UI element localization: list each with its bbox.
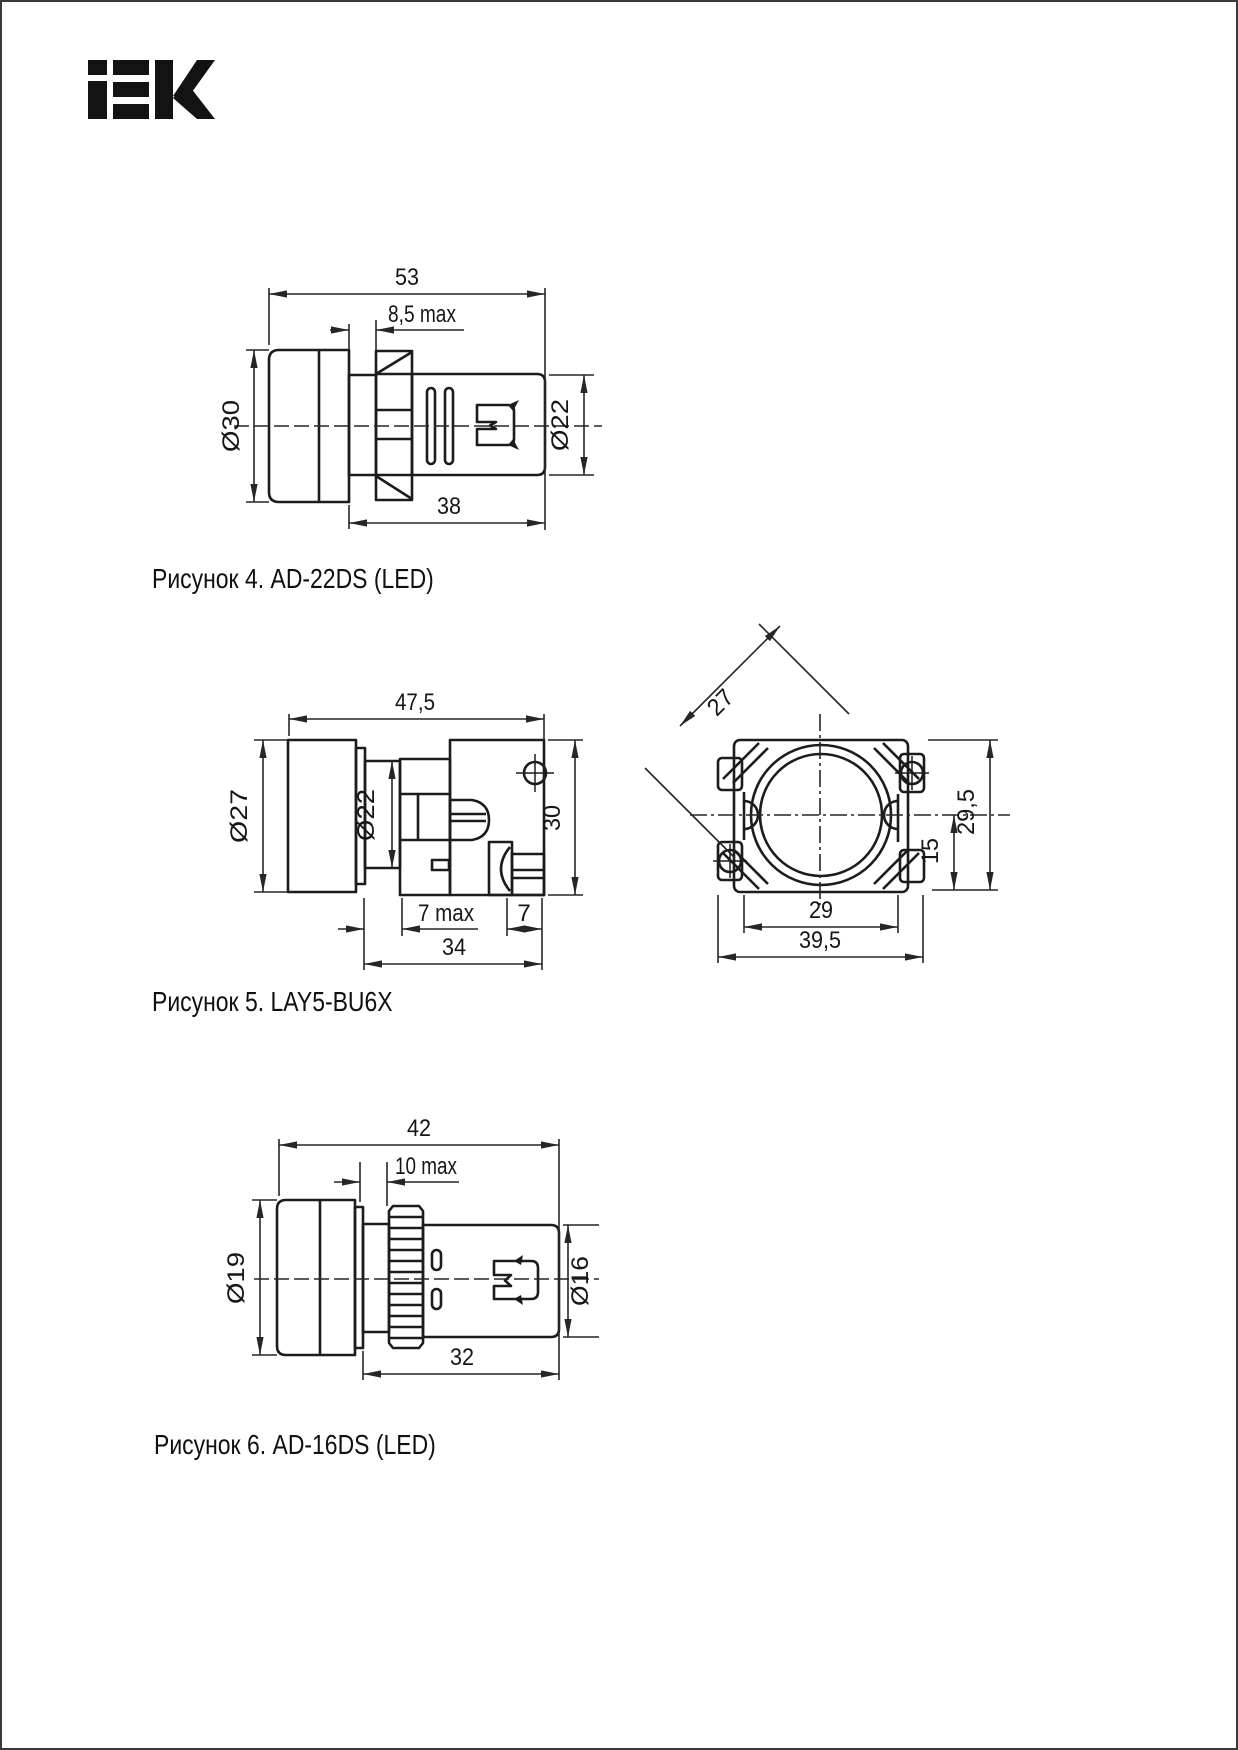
fig5-dim-latch-label: 7 bbox=[517, 900, 531, 927]
fig6-dim-lens-diameter-label: Ø19 bbox=[223, 1258, 250, 1304]
technical-drawing-canvas bbox=[2, 2, 1238, 1750]
figure5-caption: Рисунок 5. LAY5-BU6X bbox=[152, 986, 393, 1017]
fig5-rear-dimensions bbox=[645, 624, 998, 963]
figure4-caption: Рисунок 4. AD-22DS (LED) bbox=[152, 563, 434, 594]
iek-logo bbox=[88, 60, 215, 119]
fig6-dim-body-length-label: 32 bbox=[450, 1344, 474, 1371]
fig4-dimensions bbox=[218, 264, 594, 530]
fig4-dim-panel-label: 8,5 max bbox=[388, 301, 456, 328]
fig5-dim-mount-diameter-label: Ø22 bbox=[353, 795, 380, 841]
fig4-dim-lens-diameter-label: Ø30 bbox=[218, 406, 245, 452]
fig5-dim-button-diameter-label: 27 bbox=[701, 683, 740, 722]
fig4-dim-mount-diameter-label: Ø22 bbox=[547, 405, 574, 451]
fig4-dim-body-length-label: 38 bbox=[437, 493, 461, 520]
fig5-dim-body-length-label: 34 bbox=[442, 934, 466, 961]
fig5-dim-cap-diameter-label: Ø27 bbox=[226, 797, 253, 843]
figure5-rear-drawing bbox=[645, 624, 1010, 963]
figure6-drawing bbox=[223, 1115, 599, 1380]
fig5-side-part-outline bbox=[288, 740, 554, 895]
fig6-dimensions bbox=[223, 1115, 599, 1380]
fig5-dim-center-bottom-label: 15 bbox=[917, 837, 944, 864]
fig5-dim-height-label: 30 bbox=[539, 804, 566, 831]
fig6-part-outline bbox=[254, 1200, 599, 1355]
fig5-dim-inner-width-label: 29 bbox=[809, 897, 833, 924]
fig4-dim-total-label: 53 bbox=[395, 264, 419, 291]
fig5-dim-panel-label: 7 max bbox=[418, 900, 474, 927]
figure4-drawing bbox=[218, 264, 602, 530]
fig5-dim-rear-height-label: 29,5 bbox=[953, 788, 980, 835]
fig6-dim-mount-diameter-label: Ø16 bbox=[567, 1260, 594, 1306]
fig5-dim-total-label: 47,5 bbox=[395, 689, 435, 716]
fig5-side-dimensions bbox=[226, 689, 583, 970]
fig6-dim-panel-label: 10 max bbox=[395, 1153, 457, 1180]
fig6-dim-total-label: 42 bbox=[407, 1115, 431, 1142]
figure6-caption: Рисунок 6. AD-16DS (LED) bbox=[154, 1429, 436, 1460]
fig5-dim-total-width-label: 39,5 bbox=[799, 927, 841, 954]
figure5-side-drawing bbox=[226, 689, 583, 970]
